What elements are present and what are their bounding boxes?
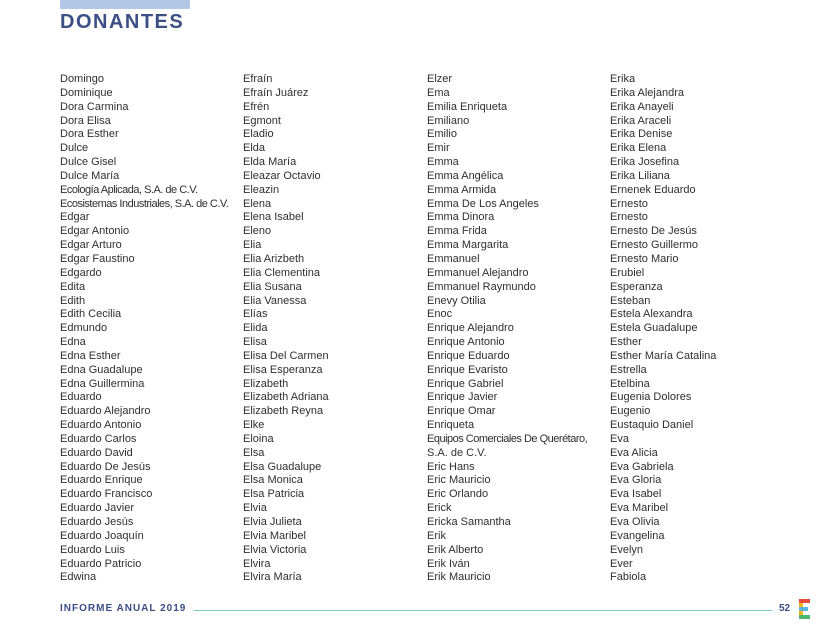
donor-name: Edgar Arturo xyxy=(60,239,122,252)
donor-name: Eduardo Carlos xyxy=(60,432,137,445)
donor-name: Estela Alexandra xyxy=(610,308,693,321)
donor-name: Elke xyxy=(243,419,265,432)
donor-name: Erika Alejandra xyxy=(610,86,684,99)
page-title: DONANTES xyxy=(60,11,185,33)
donor-name: Dora Esther xyxy=(60,128,119,141)
donor-name: Emmanuel Raymundo xyxy=(427,280,536,293)
donor-name: Eladio xyxy=(243,128,274,141)
donor-name: Dulce xyxy=(60,142,89,155)
donor-name: Enoc xyxy=(427,308,453,321)
donor-name: Enrique Evaristo xyxy=(427,363,508,376)
donor-name: Edna Esther xyxy=(60,349,121,362)
donor-name: Eduardo Javier xyxy=(60,502,134,515)
donor-name: Edgar Antonio xyxy=(60,225,130,238)
donor-name: Dulce Gisel xyxy=(60,156,117,169)
donor-name: Enrique Gabriel xyxy=(427,377,504,390)
donor-name: Ernesto xyxy=(610,197,648,210)
donor-name: Elizabeth Adriana xyxy=(243,391,329,404)
page-number: 52 xyxy=(779,603,791,614)
donor-name: Erubiel xyxy=(610,266,645,279)
donor-name: Elvira María xyxy=(243,571,302,584)
donor-name: Erika Elena xyxy=(610,142,667,155)
donor-name: Eugenio xyxy=(610,405,651,418)
donor-name: Enrique Omar xyxy=(427,405,496,418)
donor-name: Enrique Javier xyxy=(427,391,498,404)
donor-name: Egmont xyxy=(243,114,281,127)
donor-name: Edwina xyxy=(60,571,97,584)
donor-name: Eva Isabel xyxy=(610,488,662,501)
donor-name: Elvia Julieta xyxy=(243,516,302,528)
donor-name: Ever xyxy=(610,557,633,570)
donor-name: Elsa Patricia xyxy=(243,488,305,501)
donor-name: Eleno xyxy=(243,225,272,238)
donor-name: Edgar Faustino xyxy=(60,252,135,265)
donor-name: Eduardo Luis xyxy=(60,543,125,556)
donor-name: Eric Mauricio xyxy=(427,474,491,487)
donor-name: Edith Cecilia xyxy=(60,308,122,321)
donor-name: Enrique Alejandro xyxy=(427,322,514,335)
donor-name: Ernenek Eduardo xyxy=(610,183,696,196)
donor-name: Erik Mauricio xyxy=(427,571,491,584)
donor-name: Erika xyxy=(610,73,636,85)
donor-column-3 xyxy=(427,73,607,585)
donor-name: Eduardo xyxy=(60,391,102,404)
donor-name: Efraín Juárez xyxy=(243,86,309,99)
donor-name: Ema xyxy=(427,86,450,99)
donor-name: Erik xyxy=(427,529,446,542)
footer-rule xyxy=(194,610,772,611)
donor-name: Emmanuel xyxy=(427,252,480,265)
donor-name: Elia Clementina xyxy=(243,266,321,279)
donor-name: Erika Anayeli xyxy=(610,100,674,113)
donor-name: Ernesto De Jesús xyxy=(610,225,697,238)
donor-name: Ernesto Mario xyxy=(610,252,679,265)
donor-name: Domingo xyxy=(60,73,105,85)
donor-name: Enrique Eduardo xyxy=(427,349,510,362)
donor-name: Eric Orlando xyxy=(427,488,489,501)
donor-column-4 xyxy=(610,73,790,585)
donor-name: Elia Susana xyxy=(243,280,302,293)
donor-name: Fabiola xyxy=(610,571,647,584)
donor-name: Eleazin xyxy=(243,183,280,196)
donor-name: Emma Frida xyxy=(427,225,487,238)
donor-name: Eleazar Octavio xyxy=(243,169,321,182)
donor-name: Evangelina xyxy=(610,529,665,542)
donor-name: Elizabeth Reyna xyxy=(243,405,324,418)
donor-name: Emir xyxy=(427,142,450,155)
donor-name: Emiliano xyxy=(427,114,470,127)
donor-name: Elsa Monica xyxy=(243,474,303,487)
donor-name: Elvia Victoria xyxy=(243,543,307,556)
donor-name: Eduardo Alejandro xyxy=(60,405,151,418)
donor-name: Edith xyxy=(60,294,86,307)
donor-name: Dulce María xyxy=(60,169,120,182)
donor-name: Erika Liliana xyxy=(610,169,670,182)
donor-name: Efrén xyxy=(243,100,270,113)
donor-name: Elda xyxy=(243,142,266,155)
donor-name: Esperanza xyxy=(610,280,663,293)
donor-name: Eloina xyxy=(243,432,274,445)
donor-name: Elda María xyxy=(243,156,297,169)
donor-name: Emilia Enriqueta xyxy=(427,100,508,113)
donor-name: Eduardo David xyxy=(60,446,133,459)
donor-name: Ecología Aplicada, S.A. de C.V. xyxy=(60,183,198,196)
donor-name: S.A. de C.V. xyxy=(427,446,487,459)
donor-name: Estela Guadalupe xyxy=(610,322,698,335)
donor-name: Edita xyxy=(60,280,86,293)
donor-name: Erick xyxy=(427,502,452,515)
donor-name: Enevy Otilia xyxy=(427,294,486,307)
donor-name: Esther María Catalina xyxy=(610,349,717,362)
donor-name: Dora Elisa xyxy=(60,114,111,127)
donor-name: Eva Alicia xyxy=(610,446,658,459)
donor-name: Esteban xyxy=(610,294,651,307)
donor-name: Eva Gloria xyxy=(610,474,662,487)
donor-name: Elida xyxy=(243,322,268,335)
donor-name: Eva Maribel xyxy=(610,502,669,515)
donor-name: Emma Angélica xyxy=(427,169,504,182)
report-label: INFORME ANUAL 2019 xyxy=(60,603,187,614)
page-footer xyxy=(60,603,812,619)
donor-name: Edna Guillermina xyxy=(60,377,145,390)
donor-name: Elvia Maribel xyxy=(243,529,306,542)
donor-name: Eduardo Joaquín xyxy=(60,529,144,542)
donor-name: Erika Josefina xyxy=(610,156,680,169)
header-accent-band xyxy=(60,0,190,9)
donor-name: Eduardo De Jesús xyxy=(60,460,151,473)
donor-name: Edna xyxy=(60,336,86,349)
donor-name: Erik Alberto xyxy=(427,543,484,556)
donor-name: Eva Olivia xyxy=(610,516,660,528)
donor-name: Eduardo Patricio xyxy=(60,557,142,570)
donor-name: Edmundo xyxy=(60,322,108,335)
donor-name: Erik Iván xyxy=(427,557,470,570)
donor-name: Eugenia Dolores xyxy=(610,391,692,404)
donor-name: Ernesto Guillermo xyxy=(610,239,699,252)
donor-name: Elisa Esperanza xyxy=(243,363,323,376)
donor-name: Elsa Guadalupe xyxy=(243,460,322,473)
donor-name: Elia xyxy=(243,239,262,252)
donor-name: Elia Vanessa xyxy=(243,294,307,307)
donor-name: Emma Margarita xyxy=(427,239,509,252)
donor-column-1 xyxy=(60,73,240,585)
donor-name: Edgardo xyxy=(60,266,102,279)
donor-name: Ericka Samantha xyxy=(427,516,511,528)
donor-name: Emma De Los Angeles xyxy=(427,197,539,210)
donor-name: Elena xyxy=(243,197,272,210)
donor-name: Edna Guadalupe xyxy=(60,363,143,376)
donor-name: Elena Isabel xyxy=(243,211,304,224)
donor-name: Elsa xyxy=(243,446,265,459)
donor-name: Elvira xyxy=(243,557,271,570)
donor-name: Equipos Comerciales De Querétaro, xyxy=(427,432,588,445)
donor-name: Emma Armida xyxy=(427,183,497,196)
donor-name: Ecosistemas Industriales, S.A. de C.V. xyxy=(60,197,229,210)
donor-name: Eustaquio Daniel xyxy=(610,419,694,432)
donor-name: Eric Hans xyxy=(427,460,475,473)
donor-column-2 xyxy=(243,73,423,585)
donor-name: Efraín xyxy=(243,73,273,85)
donor-name: Enriqueta xyxy=(427,419,475,432)
donor-name: Erika Araceli xyxy=(610,114,672,127)
donor-name: Elzer xyxy=(427,73,453,85)
donor-name: Eduardo Enrique xyxy=(60,474,143,487)
donor-name: Elizabeth xyxy=(243,377,289,390)
donor-name: Erika Denise xyxy=(610,128,673,141)
donor-name: Elvia xyxy=(243,502,267,515)
donor-name: Emma Dinora xyxy=(427,211,495,224)
donor-name: Eduardo Jesús xyxy=(60,516,134,528)
donor-name: Edgar xyxy=(60,211,90,224)
donor-name: Elisa xyxy=(243,336,267,349)
donor-name: Evelyn xyxy=(610,543,644,556)
donor-name: Elia Arizbeth xyxy=(243,252,305,265)
brand-logo-icon xyxy=(799,599,810,619)
donor-name: Eva Gabriela xyxy=(610,460,674,473)
donor-name: Eduardo Antonio xyxy=(60,419,142,432)
donor-name: Eduardo Francisco xyxy=(60,488,153,501)
donor-name: Enrique Antonio xyxy=(427,336,505,349)
donor-name: Etelbina xyxy=(610,377,650,390)
donor-name: Emma xyxy=(427,156,459,169)
donor-name: Elías xyxy=(243,308,268,321)
donor-name: Emmanuel Alejandro xyxy=(427,266,529,279)
donor-name: Emilio xyxy=(427,128,457,141)
donor-name: Eva xyxy=(610,432,629,445)
donor-name: Dominique xyxy=(60,86,113,99)
donor-name: Elisa Del Carmen xyxy=(243,349,329,362)
donor-name: Esther xyxy=(610,336,642,349)
donor-name: Ernesto xyxy=(610,211,648,224)
donor-name: Dora Carmina xyxy=(60,100,129,113)
donor-name: Estrella xyxy=(610,363,647,376)
